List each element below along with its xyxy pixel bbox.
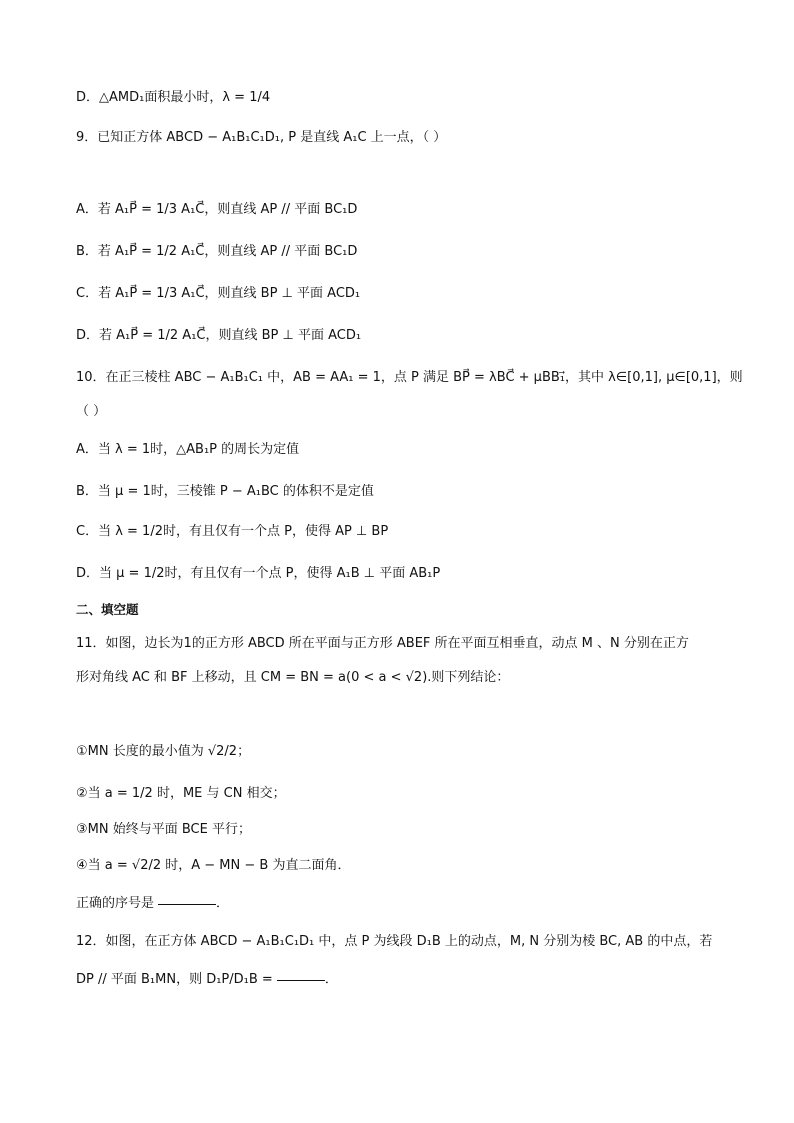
q9-option-c: C．若 A₁P⃗ = 1/3 A₁C⃗，则直线 BP ⊥ 平面 ACD₁ (76, 286, 361, 301)
q9-option-b: B．若 A₁P⃗ = 1/2 A₁C⃗，则直线 AP // 平面 BC₁D (76, 244, 358, 259)
q9-option-a: A．若 A₁P⃗ = 1/3 A₁C⃗，则直线 AP // 平面 BC₁D (76, 202, 358, 217)
q12-answer-end: ． (324, 972, 338, 987)
q8-option-d: D．△AMD₁面积最小时，λ = 1/4 (76, 90, 271, 105)
q11-answer-end: ． (216, 896, 230, 911)
q12-condition: DP // 平面 B₁MN，则 D₁P/D₁B = (76, 972, 273, 987)
question-12: 12．如图，在正方体 ABCD − A₁B₁C₁D₁ 中，点 P 为线段 D₁B 上的动点，M, N 分别为棱 BC, AB 的中点，若 (76, 934, 713, 949)
question-11-cont: 形对角线 AC 和 BF 上移动，且 CM = BN = a(0 < a < √2).则下列结论： (76, 670, 510, 685)
question-10-paren: （ ） (76, 404, 107, 419)
q10-option-d: D．当 μ = 1/2时，有且仅有一个点 P，使得 A₁B ⊥ 平面 AB₁P (76, 566, 441, 581)
question-10: 10．在正三棱柱 ABC − A₁B₁C₁ 中，AB = AA₁ = 1，点 P 满足 BP⃗ = λBC⃗ + μBB₁⃗，其中 λ∈[0,1], μ∈[0,1]，则 (76, 370, 743, 385)
q11-statement-1: ①MN 长度的最小值为 √2/2； (76, 744, 251, 759)
q10-option-b: B．当 μ = 1时，三棱锥 P − A₁BC 的体积不是定值 (76, 484, 374, 499)
q10-option-c: C．当 λ = 1/2时，有且仅有一个点 P，使得 AP ⊥ BP (76, 524, 389, 539)
q11-statement-2: ②当 a = 1/2 时，ME 与 CN 相交； (76, 786, 286, 801)
q11-answer-label: 正确的序号是 (76, 896, 155, 911)
q11-answer-blank[interactable] (158, 903, 216, 905)
q12-answer-blank[interactable] (277, 979, 325, 981)
question-11: 11．如图，边长为1的正方形 ABCD 所在平面与正方形 ABEF 所在平面互相垂直，动点 M 、N 分别在正方 (76, 636, 689, 651)
section-heading-fill-in: 二、填空题 (76, 602, 139, 617)
question-9: 9．已知正方体 ABCD − A₁B₁C₁D₁, P 是直线 A₁C 上一点，（ ） (76, 130, 447, 145)
question-12-cont (76, 970, 338, 990)
q10-option-a: A．当 λ = 1时，△AB₁P 的周长为定值 (76, 442, 300, 457)
q11-statement-4: ④当 a = √2/2 时，A − MN − B 为直二面角． (76, 858, 351, 873)
q11-statement-3: ③MN 始终与平面 BCE 平行； (76, 822, 251, 837)
q11-answer-line (76, 894, 229, 914)
q9-option-d: D．若 A₁P⃗ = 1/2 A₁C⃗，则直线 BP ⊥ 平面 ACD₁ (76, 328, 362, 343)
